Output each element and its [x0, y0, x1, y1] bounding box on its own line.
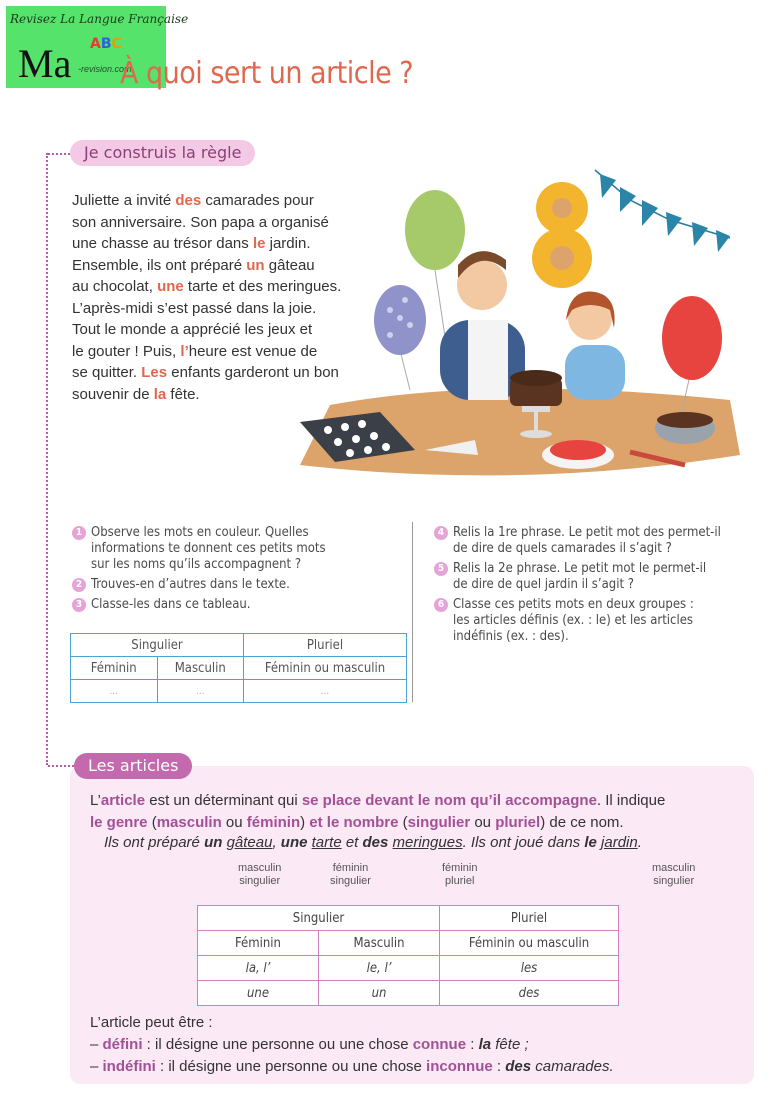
indefini-line: – indéfini : il désigne une personne ou une chose inconnue : des camarades.: [90, 1058, 614, 1075]
header-pluriel: Pluriel: [244, 634, 407, 657]
exercise-text: Trouves-en d’autres dans le texte.: [91, 577, 290, 592]
story-line: Juliette a invité des camarades pour: [72, 192, 314, 209]
header-pluriel: Pluriel: [440, 906, 619, 931]
dotted-vertical-guide: [46, 153, 48, 765]
gloss-label: masculin singulier: [652, 862, 696, 887]
exercise-item: [72, 577, 402, 593]
exercise-text: Observe les mots en couleur. Quelles informations te donnent ces petits mots sur les noms qu’ils accompagnent ?: [91, 525, 326, 572]
cell-indefinite-feminine: une: [198, 981, 319, 1006]
cell-indefinite-masculine: un: [319, 981, 440, 1006]
highlighted-article: la: [153, 385, 167, 403]
exercise-text: Classe ces petits mots en deux groupes : les articles définis (ex. : le) et les articles indéfinis (ex. : des).: [453, 597, 694, 644]
example-sentence: Ils ont préparé un gâteau, une tarte et des meringues. Ils ont joué dans le jardin.: [104, 834, 642, 851]
blank-cell: ...: [244, 680, 407, 703]
gloss-label: féminin singulier: [330, 862, 371, 887]
header-masculin: Masculin: [157, 657, 244, 680]
gloss-label: féminin pluriel: [442, 862, 478, 887]
header-masculin: Masculin: [319, 931, 440, 956]
story-line: se quitter. Les enfants garderont un bon: [72, 364, 339, 381]
exercise-item: [434, 561, 764, 593]
articles-table: [197, 905, 619, 1006]
logo-ma: Ma: [18, 41, 72, 86]
defini-line: – défini : il désigne une personne ou une chose connue : la fête ;: [90, 1036, 529, 1053]
story-line: une chasse au trésor dans le jardin.: [72, 235, 311, 252]
blank-cell: ...: [71, 680, 158, 703]
highlighted-article: l’: [180, 342, 189, 360]
exercise-text: Relis la 2e phrase. Le petit mot le permet-il de dire de quel jardin il s’agit ?: [453, 561, 707, 592]
exercise-number-badge: 2: [72, 578, 86, 592]
header-feminin: Féminin: [198, 931, 319, 956]
dotted-connector: [48, 765, 74, 767]
cell-definite-plural: les: [440, 956, 619, 981]
birthday-illustration: [290, 160, 760, 500]
exercise-number-badge: 5: [434, 562, 448, 576]
article-types-intro: L’article peut être :: [90, 1014, 213, 1031]
cell-indefinite-plural: des: [440, 981, 619, 1006]
cell-definite-feminine: la, l’: [198, 956, 319, 981]
header-singulier: Singulier: [71, 634, 244, 657]
header-fem-masc: Féminin ou masculin: [440, 931, 619, 956]
gloss-label: masculin singulier: [238, 862, 282, 887]
story-line: Tout le monde a apprécié les jeux et: [72, 321, 313, 338]
exercise-text: Classe-les dans ce tableau.: [91, 597, 251, 612]
story-line: au chocolat, une tarte et des meringues.: [72, 278, 342, 295]
balloon-number: 8: [561, 257, 563, 259]
column-divider: [412, 522, 413, 702]
section-label-articles: Les articles: [74, 753, 192, 779]
story-line: le gouter ! Puis, l’heure est venue de: [72, 342, 318, 360]
header-singulier: Singulier: [198, 906, 440, 931]
cell-definite-masculine: le, l’: [319, 956, 440, 981]
blank-cell: ...: [157, 680, 244, 703]
highlighted-article: des: [175, 192, 202, 209]
story-line: L’après-midi s’est passé dans la joie.: [72, 299, 317, 317]
header-feminin: Féminin: [71, 657, 158, 680]
logo-tagline: Revisez La Langue Française: [10, 12, 189, 26]
logo-domain: -revision.com: [78, 64, 132, 74]
story-line: Ensemble, ils ont préparé un gâteau: [72, 256, 315, 274]
header-fem-masc: Féminin ou masculin: [244, 657, 407, 680]
exercise-item: [72, 525, 402, 573]
exercise-item: [434, 597, 764, 645]
exercises-right: [434, 525, 764, 649]
exercise-table: [70, 633, 407, 703]
exercise-item: [434, 525, 764, 557]
exercise-text: Relis la 1re phrase. Le petit mot des permet-il de dire de quels camarades il s’agit ?: [453, 525, 721, 556]
exercise-item: [72, 597, 402, 613]
highlighted-article: le: [252, 235, 266, 252]
exercises-left: [72, 525, 402, 617]
logo-abc: ABC: [90, 36, 122, 52]
story-line: souvenir de la fête.: [72, 385, 200, 403]
highlighted-article: une: [157, 278, 184, 295]
exercise-number-badge: 6: [434, 598, 448, 612]
article-types: [90, 1012, 614, 1078]
story-line: son anniversaire. Son papa a organisé: [72, 213, 329, 231]
section-label-rule-building: Je construis la règle: [70, 140, 255, 166]
exercise-number-badge: 4: [434, 526, 448, 540]
exercise-number-badge: 3: [72, 598, 86, 612]
page-title: À quoi sert un article ?: [120, 56, 414, 91]
rule-text: L’article est un déterminant qui se place devant le nom qu’il accompagne. Il indique le genre (masculin ou féminin) et le nombre (singulier ou pluriel) de ce nom.: [90, 792, 666, 831]
highlighted-article: un: [246, 256, 265, 274]
exercise-number-badge: 1: [72, 526, 86, 540]
highlighted-article: Les: [141, 364, 168, 381]
